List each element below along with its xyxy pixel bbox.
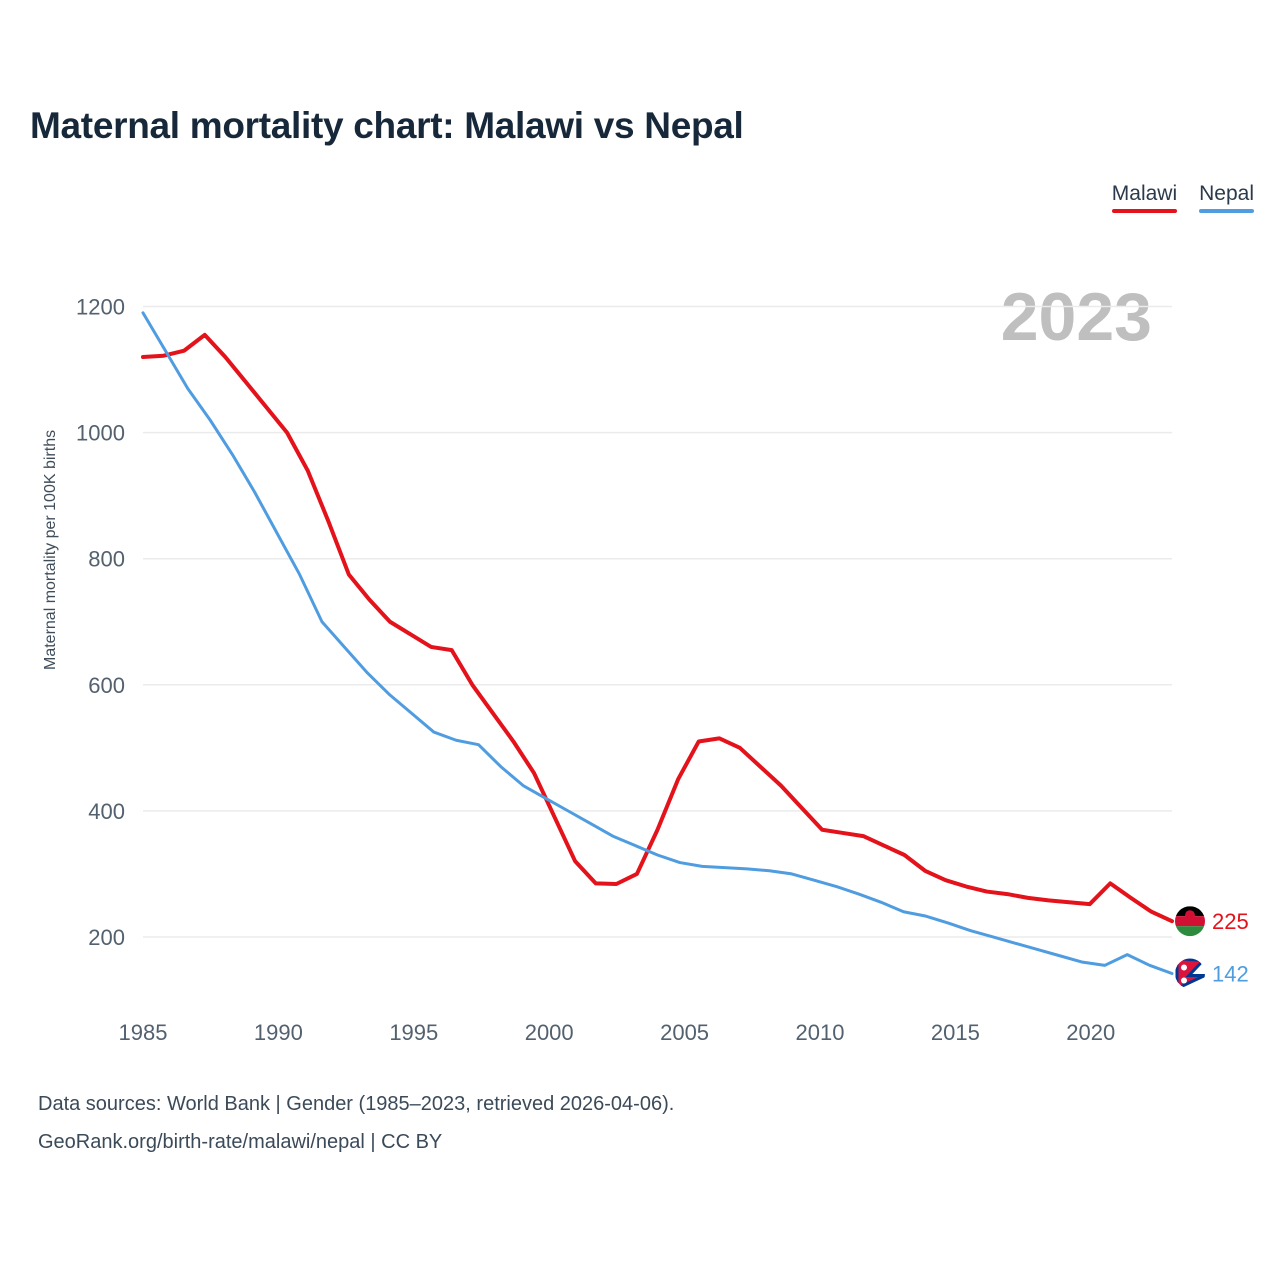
flag-icon-malawi bbox=[1175, 906, 1205, 936]
end-markers bbox=[1175, 906, 1249, 988]
x-tick-label: 2020 bbox=[1066, 1020, 1116, 1045]
series-line-nepal bbox=[143, 313, 1172, 974]
footer bbox=[38, 1085, 674, 1161]
series-line-malawi bbox=[143, 335, 1172, 921]
y-tick-label: 1200 bbox=[76, 294, 125, 320]
gridlines bbox=[143, 307, 1172, 937]
x-tick-label: 1990 bbox=[253, 1020, 303, 1045]
x-tick-label: 1985 bbox=[118, 1020, 168, 1045]
y-tick-labels bbox=[76, 295, 125, 950]
x-tick-label: 2005 bbox=[660, 1020, 710, 1045]
legend-label-nepal: Nepal bbox=[1199, 182, 1254, 205]
y-tick-label: 800 bbox=[88, 546, 125, 572]
y-axis-label-text: Maternal mortality per 100K births bbox=[42, 429, 59, 670]
y-tick-label: 400 bbox=[88, 798, 125, 824]
y-tick-label: 200 bbox=[88, 924, 125, 950]
x-tick-label: 2000 bbox=[524, 1020, 574, 1045]
year-watermark: 2023 bbox=[1000, 279, 1152, 355]
flag-icon-nepal bbox=[1175, 959, 1205, 989]
x-tick-labels bbox=[119, 1020, 1116, 1045]
y-tick-label: 600 bbox=[88, 672, 125, 698]
footer-line-1: Data sources: World Bank | Gender (1985–2023, retrieved 2026-04-06). bbox=[38, 1093, 675, 1115]
x-tick-label: 1995 bbox=[389, 1020, 439, 1045]
page-title: Maternal mortality chart: Malawi vs Nepal bbox=[30, 105, 744, 146]
x-tick-label: 2015 bbox=[930, 1020, 980, 1045]
end-value-nepal: 142 bbox=[1212, 961, 1249, 987]
end-value-malawi: 225 bbox=[1212, 909, 1249, 935]
legend-label-malawi: Malawi bbox=[1111, 182, 1178, 205]
y-tick-label: 1000 bbox=[76, 420, 125, 446]
footer-line-2: GeoRank.org/birth-rate/malawi/nepal | CC BY bbox=[38, 1131, 443, 1153]
x-tick-label: 2010 bbox=[795, 1020, 845, 1045]
data-series bbox=[143, 313, 1172, 974]
